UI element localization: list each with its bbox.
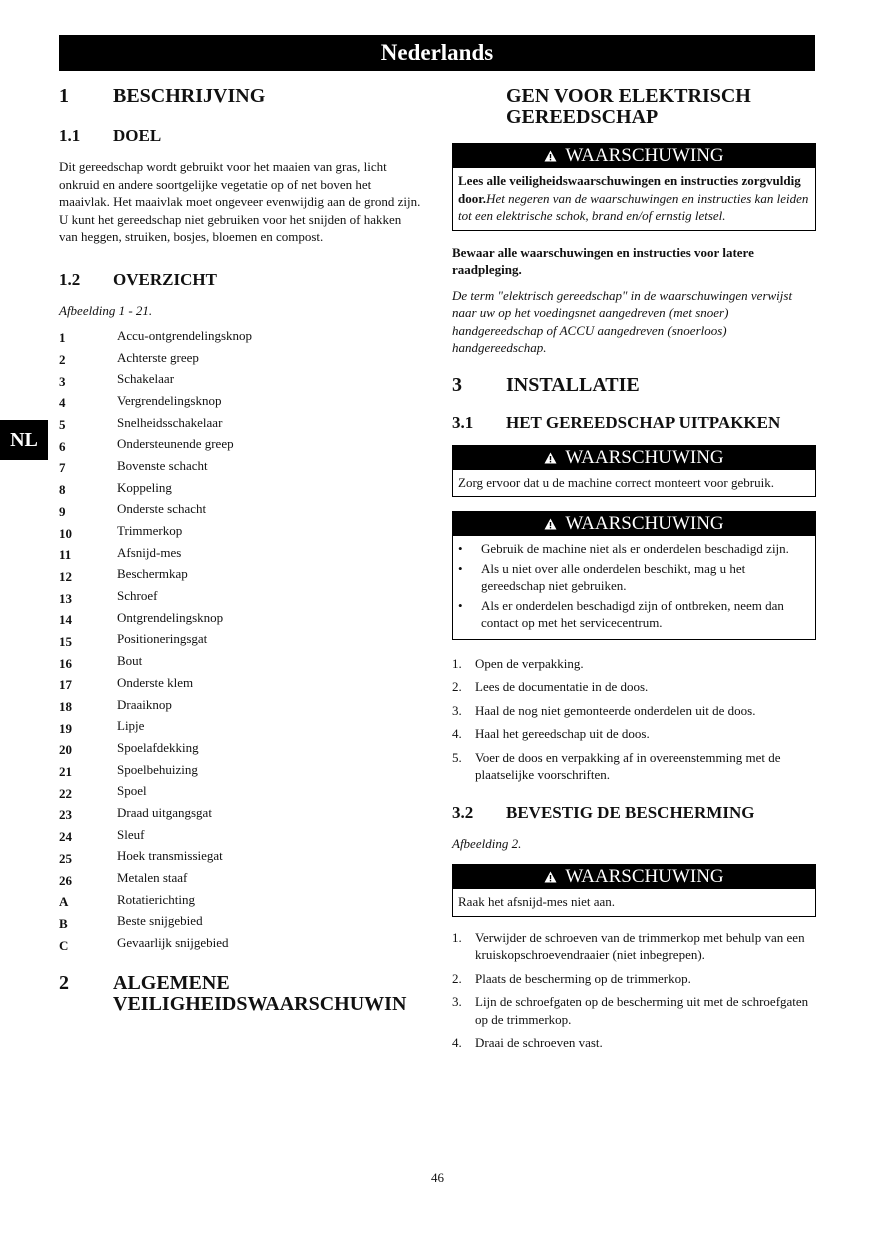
warning-triangle-icon: [544, 518, 557, 530]
section-1-1-heading: [59, 126, 421, 146]
part-number: 21: [59, 764, 72, 780]
step-text: Draai de schroeven vast.: [475, 1035, 603, 1050]
part-number: 11: [59, 547, 72, 563]
unpack-steps: [452, 655, 816, 784]
part-number: 24: [59, 829, 72, 845]
part-label: Achterste greep: [117, 349, 199, 365]
part-number: 4: [59, 395, 66, 411]
parts-list-item: [59, 802, 421, 824]
warning-box-damaged-parts: [452, 511, 816, 640]
parts-list-item: [59, 889, 421, 911]
parts-list-item: [59, 564, 421, 586]
warning-bullet-item: [458, 540, 809, 558]
part-label: Onderste klem: [117, 674, 194, 690]
part-label: Rotatierichting: [117, 891, 195, 907]
step-item: [452, 929, 816, 964]
page-number: 46: [431, 1170, 444, 1185]
warning-header: [453, 865, 815, 889]
section-title: HET GEREEDSCHAP UITPAKKEN: [506, 412, 781, 432]
part-number: 25: [59, 850, 72, 866]
section-title: INSTALLATIE: [506, 373, 640, 396]
warning-bold-text: Lees alle veiligheidswaarschuwingen en instructies zorgvuldig door.: [458, 173, 801, 206]
part-label: Spoel: [117, 783, 147, 799]
part-label: Gevaarlijk snijgebied: [117, 935, 229, 951]
warning-bullet-item: [458, 597, 809, 632]
warning-label: WAARSCHUWING: [565, 446, 724, 468]
parts-list-item: [59, 499, 421, 521]
part-label: Positioneringsgat: [117, 631, 208, 647]
warning-triangle-icon: [544, 150, 557, 162]
parts-list-item: [59, 412, 421, 434]
parts-list-item: [59, 325, 421, 347]
part-label: Koppeling: [117, 479, 172, 495]
purpose-text: Dit gereedschap wordt gebruikt voor het maaien van gras, licht onkruid en andere soortgelijke vegetatie op of net boven het maaivlak. Het maaivlak moet ongeveer evenwijdig aan de grond zijn. U kunt het gereedschap niet gebruiken voor het snijden of hakken van heggen, struiken, bosjes, bloemen en compost.: [59, 159, 421, 244]
part-label: Draaiknop: [117, 696, 172, 712]
step-number: 1.: [452, 929, 462, 945]
step-item: [452, 749, 816, 784]
section-title-line-1: ALGEMENE: [113, 971, 230, 994]
section-title-line-3: GEN VOOR ELEKTRISCH: [506, 85, 751, 107]
right-column: [452, 86, 816, 1058]
bullet-text: Als u niet over alle onderdelen beschikt, mag u het gereedschap niet gebruiken.: [481, 560, 746, 593]
part-number: 19: [59, 720, 72, 736]
parts-list-item: [59, 585, 421, 607]
part-number: 17: [59, 677, 72, 693]
section-2-heading: [59, 973, 421, 1015]
step-text: Voer de doos en verpakking af in overeenstemming met de plaatselijke voorschriften.: [475, 749, 781, 782]
warning-label: WAARSCHUWING: [565, 145, 724, 166]
section-title: OVERZICHT: [113, 269, 217, 289]
warning-header: [453, 144, 815, 168]
warning-bullet-list: [458, 540, 809, 632]
section-2-heading-continued: [452, 86, 816, 128]
warning-body: [453, 168, 815, 230]
warning-label: WAARSCHUWING: [565, 866, 724, 887]
part-number: 12: [59, 568, 72, 584]
part-number: 10: [59, 525, 72, 541]
part-number: 5: [59, 417, 66, 433]
section-title: BESCHRIJVING: [113, 85, 266, 107]
parts-list-item: [59, 911, 421, 933]
part-number: 13: [59, 590, 72, 606]
bullet-text: Gebruik de machine niet als er onderdelen beschadigd zijn.: [481, 541, 789, 556]
part-number: 7: [59, 460, 66, 476]
step-item: [452, 1034, 816, 1052]
parts-list-item: [59, 759, 421, 781]
section-title: BEVESTIG DE BESCHERMING: [506, 802, 755, 822]
warning-header: [453, 446, 815, 470]
warning-body: [453, 536, 815, 639]
parts-list-item: [59, 347, 421, 369]
guard-steps: [452, 929, 816, 1052]
language-title: Nederlands: [380, 40, 494, 65]
bullet-marker: •: [458, 560, 463, 576]
part-label: Ondersteunende greep: [117, 436, 234, 452]
parts-list: [59, 325, 421, 954]
parts-list-item: [59, 368, 421, 390]
step-item: [452, 993, 816, 1028]
section-3-2-heading: [452, 803, 816, 823]
bullet-marker: •: [458, 597, 463, 613]
warning-italic-text: Het negeren van de waarschuwingen en instructies kan leiden tot een elektrische schok, brand en/of ernstig letsel.: [458, 190, 809, 223]
language-header: [59, 35, 815, 71]
parts-list-item: [59, 846, 421, 868]
parts-list-item: [59, 867, 421, 889]
parts-list-item: [59, 629, 421, 651]
warning-triangle-icon: [544, 871, 557, 883]
step-item: [452, 970, 816, 988]
warning-box-read-instructions: [452, 143, 816, 231]
parts-list-item: [59, 455, 421, 477]
part-label: Beschermkap: [117, 566, 188, 582]
part-label: Snelheidsschakelaar: [117, 414, 223, 430]
left-column: [59, 86, 421, 1015]
parts-list-item: [59, 737, 421, 759]
part-label: Afsnijd-mes: [117, 544, 182, 560]
side-tab-label: NL: [10, 428, 38, 451]
parts-list-item: [59, 433, 421, 455]
power-tool-term-text: De term "elektrisch gereedschap" in de waarschuwingen verwijst naar uw op het voedingsnet aangedreven (met snoer) handgereedschap of ACCU aangedreven (snoerloos) handgereedschap.: [452, 287, 793, 355]
part-number: B: [59, 915, 68, 931]
parts-list-item: [59, 650, 421, 672]
parts-list-item: [59, 477, 421, 499]
parts-list-item: [59, 607, 421, 629]
part-label: Ontgrendelingsknop: [117, 609, 224, 625]
bullet-text: Als er onderdelen beschadigd zijn of ontbreken, neem dan contact op met het servicecentrum.: [481, 597, 784, 630]
step-number: 5.: [452, 749, 462, 765]
parts-list-item: [59, 694, 421, 716]
step-number: 4.: [452, 726, 462, 741]
section-title: DOEL: [113, 126, 162, 145]
step-text: Plaats de bescherming op de trimmerkop.: [475, 970, 691, 986]
figure-reference: Afbeelding 2.: [452, 835, 522, 851]
section-title-line-4: GEREEDSCHAP: [506, 106, 659, 128]
part-number: A: [59, 894, 69, 910]
part-label: Vergrendelingsknop: [117, 392, 222, 408]
part-label: Spoelbehuizing: [117, 761, 198, 777]
step-number: 3.: [452, 702, 462, 718]
step-number: 2.: [452, 970, 462, 986]
part-label: Bout: [117, 653, 143, 669]
section-number: 1: [59, 85, 69, 107]
part-number: 2: [59, 352, 66, 368]
part-label: Lipje: [117, 718, 145, 734]
part-label: Beste snijgebied: [117, 913, 203, 929]
step-text: Haal het gereedschap uit de doos.: [475, 726, 650, 741]
step-text: Lees de documentatie in de doos.: [475, 679, 649, 694]
part-number: 14: [59, 612, 72, 628]
step-item: [452, 678, 816, 696]
step-text: Lijn de schroefgaten op de bescherming uit met de schroefgaten op de trimmerkop.: [475, 994, 809, 1027]
part-number: C: [59, 937, 69, 953]
warning-body: [453, 889, 815, 916]
warning-bullet-item: [458, 560, 809, 595]
part-number: 22: [59, 785, 72, 801]
section-3-heading: [452, 375, 816, 396]
warning-text: Zorg ervoor dat u de machine correct monteert voor gebruik.: [458, 474, 774, 490]
part-label: Sleuf: [117, 826, 145, 842]
section-number: 1.2: [59, 269, 81, 289]
part-number: 6: [59, 438, 66, 454]
warning-box-cutter-blade: [452, 864, 816, 917]
part-number: 23: [59, 807, 72, 823]
warning-label: WAARSCHUWING: [565, 513, 724, 534]
parts-list-item: [59, 672, 421, 694]
step-text: Verwijder de schroeven van de trimmerkop met behulp van een kruiskopschroevendraaier (niet inbegrepen).: [475, 929, 805, 962]
part-label: Metalen staaf: [117, 870, 188, 886]
section-3-1-heading: [452, 413, 816, 433]
step-text: Open de verpakking.: [475, 655, 584, 671]
section-number: 2: [59, 971, 69, 994]
part-label: Spoelafdekking: [117, 739, 199, 755]
part-number: 3: [59, 373, 66, 389]
parts-list-item: [59, 824, 421, 846]
part-label: Schakelaar: [117, 371, 175, 387]
step-item: [452, 655, 816, 673]
parts-list-item: [59, 932, 421, 954]
step-text: Haal de nog niet gemonteerde onderdelen uit de doos.: [475, 702, 756, 718]
step-item: [452, 702, 816, 720]
parts-list-item: [59, 520, 421, 542]
part-label: Draad uitgangsgat: [117, 804, 212, 820]
parts-list-item: [59, 390, 421, 412]
step-number: 2.: [452, 679, 462, 694]
part-number: 8: [59, 482, 66, 498]
parts-list-item: [59, 780, 421, 802]
part-label: Accu-ontgrendelingsknop: [117, 327, 253, 343]
warning-header: [453, 512, 815, 536]
section-number: 1.1: [59, 126, 81, 145]
warning-text: Raak het afsnijd-mes niet aan.: [458, 894, 616, 909]
step-number: 3.: [452, 994, 462, 1009]
part-number: 16: [59, 655, 72, 671]
section-number: 3: [452, 373, 462, 396]
warning-box-assembly: [452, 445, 816, 498]
part-number: 1: [59, 330, 66, 346]
step-item: [452, 725, 816, 743]
part-number: 26: [59, 872, 72, 888]
part-label: Schroef: [117, 588, 158, 604]
part-label: Bovenste schacht: [117, 457, 208, 473]
part-label: Onderste schacht: [117, 501, 207, 517]
part-label: Trimmerkop: [117, 523, 183, 539]
warning-triangle-icon: [544, 452, 557, 464]
section-title-line-2: VEILIGHEIDSWAARSCHUWIN: [113, 992, 407, 1015]
bullet-marker: •: [458, 541, 463, 556]
section-number: 3.2: [452, 802, 474, 822]
part-number: 15: [59, 633, 72, 649]
step-number: 1.: [452, 655, 462, 671]
parts-list-item: [59, 715, 421, 737]
section-number: 3.1: [452, 412, 474, 432]
language-side-tab: [0, 420, 48, 460]
section-1-heading: [59, 86, 421, 107]
part-number: 18: [59, 699, 72, 715]
figure-reference: Afbeelding 1 - 21.: [59, 302, 153, 318]
step-number: 4.: [452, 1035, 462, 1050]
part-number: 9: [59, 503, 66, 519]
part-label: Hoek transmissiegat: [117, 848, 223, 864]
warning-body: [453, 470, 815, 497]
keep-instructions-text: Bewaar alle waarschuwingen en instructies voor latere raadpleging.: [452, 244, 754, 277]
part-number: 20: [59, 742, 72, 758]
section-1-2-heading: [59, 270, 421, 290]
parts-list-item: [59, 542, 421, 564]
